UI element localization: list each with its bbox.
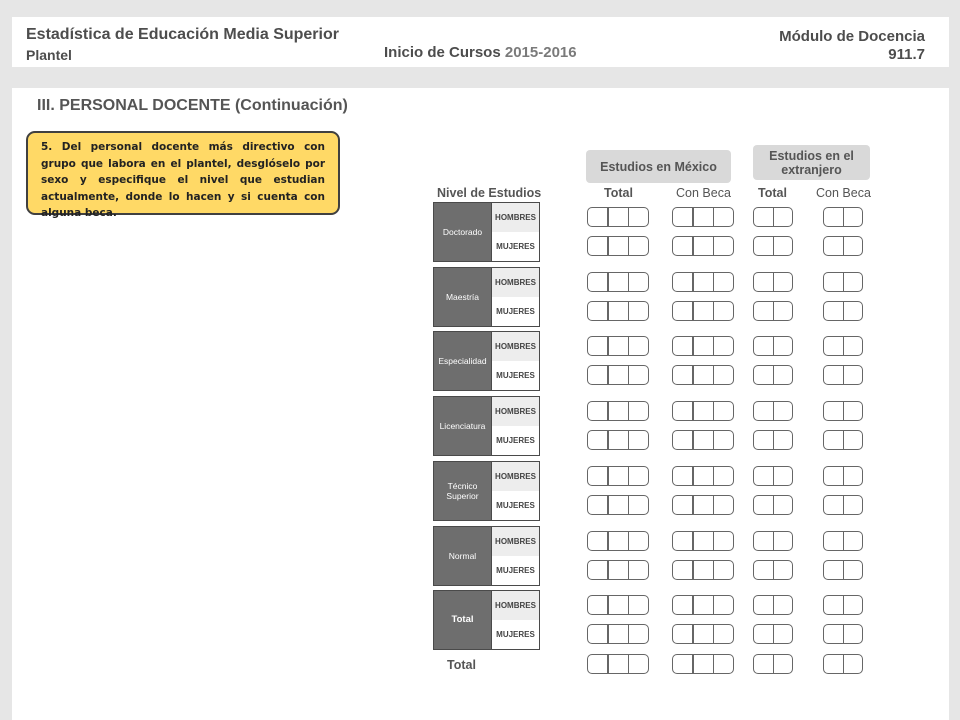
input-box-beca-mexico[interactable] — [672, 365, 734, 385]
hombres-label: HOMBRES — [491, 332, 539, 362]
input-box-beca-abroad[interactable] — [823, 236, 863, 256]
grand-total-label: Total — [447, 658, 476, 672]
col-header-beca-mexico: Con Beca — [676, 186, 731, 200]
header-title: Estadística de Educación Media Superior — [26, 26, 339, 43]
input-box-beca-abroad[interactable] — [823, 495, 863, 515]
input-box-total-mexico[interactable] — [587, 595, 649, 615]
level-name: Doctorado — [434, 203, 491, 261]
group-header-abroad: Estudios en el extranjero — [753, 145, 870, 180]
hombres-label: HOMBRES — [491, 397, 539, 427]
input-box-beca-abroad[interactable] — [823, 272, 863, 292]
group-header-mexico: Estudios en México — [586, 150, 731, 183]
input-box-beca-mexico[interactable] — [672, 531, 734, 551]
input-box-total-abroad[interactable] — [753, 495, 793, 515]
input-box-total-mexico[interactable] — [587, 236, 649, 256]
input-box-total-abroad[interactable] — [753, 207, 793, 227]
input-box-beca-mexico[interactable] — [672, 236, 734, 256]
input-box-total-mexico[interactable] — [587, 466, 649, 486]
col-header-beca-abroad: Con Beca — [816, 186, 871, 200]
mujeres-label: MUJERES — [491, 361, 539, 390]
input-box-beca-mexico[interactable] — [672, 336, 734, 356]
header-cycle — [384, 44, 577, 61]
input-box-beca-mexico[interactable] — [672, 207, 734, 227]
input-box-total-mexico[interactable] — [587, 624, 649, 644]
input-box-total-abroad[interactable] — [753, 272, 793, 292]
input-box-total-mexico[interactable] — [587, 272, 649, 292]
input-box-beca-mexico[interactable] — [672, 624, 734, 644]
input-box-beca-mexico[interactable] — [672, 401, 734, 421]
input-box-beca-mexico[interactable] — [672, 495, 734, 515]
input-box-total-mexico[interactable] — [587, 401, 649, 421]
input-box-beca-abroad[interactable] — [823, 207, 863, 227]
input-box-total-abroad[interactable] — [753, 401, 793, 421]
input-box-beca-mexico[interactable] — [672, 301, 734, 321]
level-block — [433, 526, 540, 586]
input-box-total-abroad[interactable] — [753, 365, 793, 385]
level-block — [433, 202, 540, 262]
input-box-total-abroad[interactable] — [753, 595, 793, 615]
input-box-beca-abroad[interactable] — [823, 466, 863, 486]
input-box-beca-abroad[interactable] — [823, 301, 863, 321]
input-box-total-abroad[interactable] — [753, 531, 793, 551]
hombres-label: HOMBRES — [491, 203, 539, 233]
input-box-total-mexico[interactable] — [587, 207, 649, 227]
section-title: III. PERSONAL DOCENTE (Continuación) — [37, 97, 348, 114]
form-page — [12, 88, 949, 720]
input-box-beca-mexico[interactable] — [672, 466, 734, 486]
module-code: 911.7 — [888, 46, 925, 63]
input-box-total-abroad[interactable] — [753, 430, 793, 450]
input-box-total-mexico[interactable] — [587, 430, 649, 450]
level-block — [433, 331, 540, 391]
input-box-total-mexico[interactable] — [587, 336, 649, 356]
input-box-beca-mexico[interactable] — [672, 654, 734, 674]
input-box-beca-mexico[interactable] — [672, 272, 734, 292]
mujeres-label: MUJERES — [491, 556, 539, 585]
input-box-beca-abroad[interactable] — [823, 365, 863, 385]
mujeres-label: MUJERES — [491, 297, 539, 326]
level-name: Licenciatura — [434, 397, 491, 455]
form-header — [12, 17, 949, 67]
input-box-total-mexico[interactable] — [587, 301, 649, 321]
level-name: Total — [434, 591, 491, 649]
mujeres-label: MUJERES — [491, 232, 539, 261]
col-header-total-abroad: Total — [758, 186, 787, 200]
input-box-beca-mexico[interactable] — [672, 595, 734, 615]
level-name: Técnico Superior — [434, 462, 491, 520]
level-block — [433, 590, 540, 650]
input-box-beca-abroad[interactable] — [823, 401, 863, 421]
input-box-total-abroad[interactable] — [753, 336, 793, 356]
input-box-total-mexico[interactable] — [587, 495, 649, 515]
level-name: Especialidad — [434, 332, 491, 390]
input-box-total-mexico[interactable] — [587, 654, 649, 674]
input-box-beca-abroad[interactable] — [823, 624, 863, 644]
input-box-beca-abroad[interactable] — [823, 430, 863, 450]
input-box-beca-abroad[interactable] — [823, 595, 863, 615]
hombres-label: HOMBRES — [491, 591, 539, 621]
module-name: Módulo de Docencia — [779, 28, 925, 45]
mujeres-label: MUJERES — [491, 426, 539, 455]
input-box-total-mexico[interactable] — [587, 560, 649, 580]
input-box-beca-abroad[interactable] — [823, 560, 863, 580]
mujeres-label: MUJERES — [491, 491, 539, 520]
cycle-label: Inicio de Cursos — [384, 44, 501, 61]
hombres-label: HOMBRES — [491, 268, 539, 298]
nivel-estudios-header: Nivel de Estudios — [437, 186, 542, 200]
level-block — [433, 396, 540, 456]
input-box-beca-abroad[interactable] — [823, 531, 863, 551]
question-callout: 5. Del personal docente más directivo con grupo que labora en el plantel, desglóselo por sexo y especifique el nivel que estudian actualmente, donde lo hacen y si cuenta con alguna beca. — [26, 131, 340, 215]
level-name: Normal — [434, 527, 491, 585]
hombres-label: HOMBRES — [491, 462, 539, 492]
cycle-year: 2015-2016 — [504, 44, 577, 61]
level-block — [433, 267, 540, 327]
input-box-total-abroad[interactable] — [753, 560, 793, 580]
input-box-total-mexico[interactable] — [587, 365, 649, 385]
input-box-total-mexico[interactable] — [587, 531, 649, 551]
input-box-total-abroad[interactable] — [753, 466, 793, 486]
level-name: Maestría — [434, 268, 491, 326]
header-subtitle: Plantel — [26, 47, 72, 63]
col-header-total-mexico: Total — [604, 186, 633, 200]
input-box-total-abroad[interactable] — [753, 624, 793, 644]
input-box-total-abroad[interactable] — [753, 301, 793, 321]
input-box-total-abroad[interactable] — [753, 654, 793, 674]
input-box-total-abroad[interactable] — [753, 236, 793, 256]
input-box-beca-abroad[interactable] — [823, 336, 863, 356]
input-box-beca-mexico[interactable] — [672, 560, 734, 580]
level-block — [433, 461, 540, 521]
mujeres-label: MUJERES — [491, 620, 539, 649]
input-box-beca-mexico[interactable] — [672, 430, 734, 450]
input-box-beca-abroad[interactable] — [823, 654, 863, 674]
hombres-label: HOMBRES — [491, 527, 539, 557]
